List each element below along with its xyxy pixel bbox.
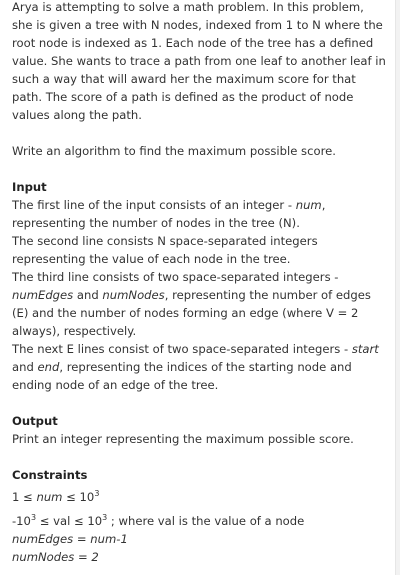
constraint-val: $-10^3$ ≤ val ≤ $10^3$ ; where val is the value of a node [12, 513, 305, 528]
input-line-2: The second line consists N space-separated integers representing the value of each node in the tree. [12, 234, 318, 266]
output-text: Print an integer representing the maximum possible score. [12, 432, 354, 446]
input-line-3: The third line consists of two space-separated integers - numEdges and numNodes, representing the number of edges (E) and the number of nodes forming an edge (where V = 2 always), respectively. [12, 270, 371, 338]
var-num: num [295, 198, 322, 212]
constraint-numnodes: numNodes = 2 [12, 550, 99, 564]
output-heading: Output [12, 414, 58, 428]
task-statement: Write an algorithm to find the maximum possible score. [12, 144, 336, 158]
var-start: start [351, 342, 379, 356]
constraint-num: 1 ≤ num ≤ $10^3$ [12, 489, 100, 504]
input-line-4: The next E lines consist of two space-separated integers - start and end, representing the indices of the starting node and ending node of an edge of the tree. [12, 342, 379, 392]
var-end: end [37, 360, 60, 374]
input-heading: Input [12, 180, 47, 194]
intro-paragraph: Arya is attempting to solve a math problem. In this problem, she is given a tree with N nodes, indexed from 1 to N where the root node is indexed as 1. Each node of the tree has a defined value. She wants to trace a path from one leaf to another leaf in such a way that will award her the maximum score for that path. The score of a path is defined as the product of node values along the path. [12, 0, 386, 122]
constraint-numedges: numEdges = num-1 [12, 532, 128, 546]
scrollbar-track[interactable] [395, 0, 400, 575]
input-line-1: The first line of the input consists of an integer - num, representing the number of nodes in the tree (N). [12, 198, 326, 230]
constraints-heading: Constraints [12, 468, 88, 482]
var-numedges: numEdges [12, 288, 74, 302]
var-numnodes: numNodes [102, 288, 165, 302]
